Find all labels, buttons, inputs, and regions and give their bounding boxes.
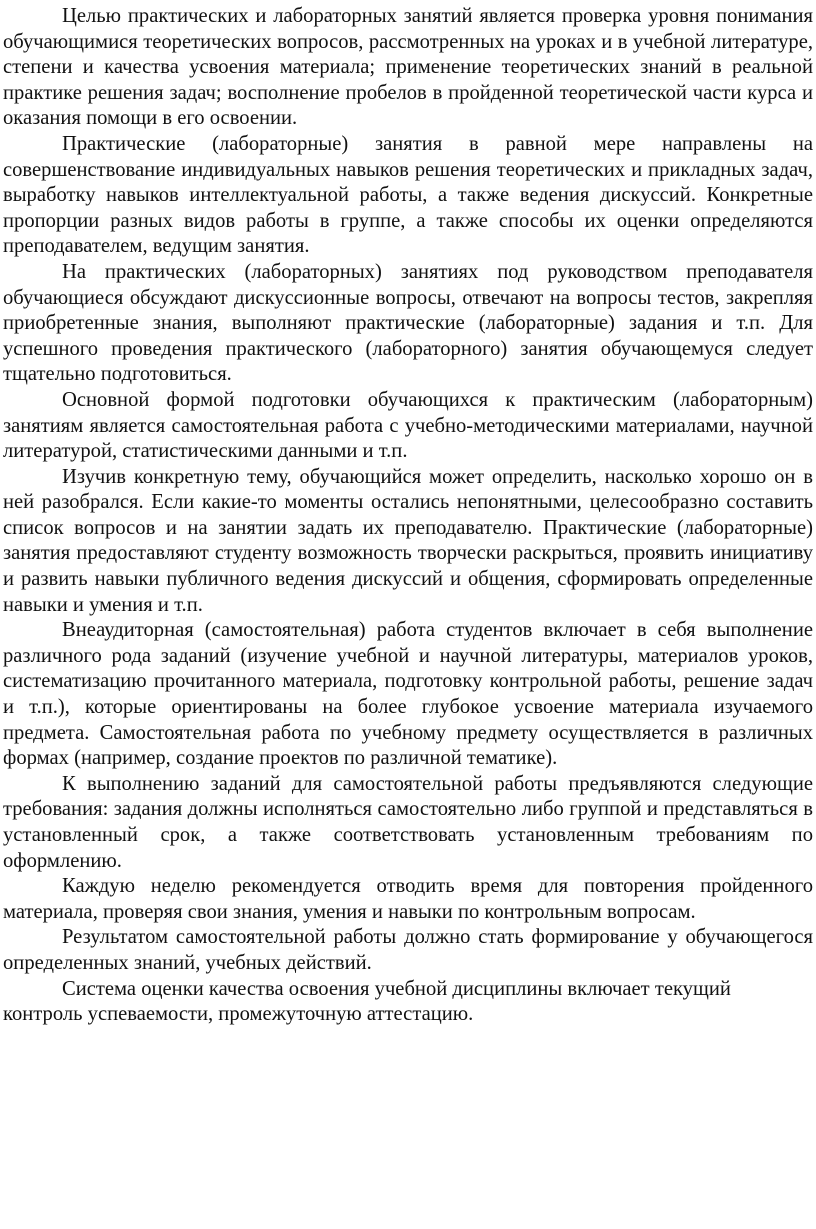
paragraph-result-of-independent-work: Результатом самостоятельной работы должно стать формирование у обучающегося определенных знаний, учебных действий. [3, 926, 813, 974]
paragraph-purpose-of-practical-classes: Целью практических и лабораторных занятий является проверка уровня понимания обучающимися теоретических вопросов, рассмотренных на уроках и в учебной литературе, степени и качества усвоения материала; применение теоретических знаний в реальной практике решения задач; восполнение пробелов в пройденной теоретической части курса и оказания помощи в его освоении. [3, 5, 813, 130]
paragraph-weekly-review: Каждую неделю рекомендуется отводить время для повторения пройденного материала, проверяя свои знания, умения и навыки по контрольным вопросам. [3, 875, 813, 923]
paragraph-extracurricular-work: Внеаудиторная (самостоятельная) работа студентов включает в себя выполнение различного рода заданий (изучение учебной и научной литературы, материалов уроков, систематизацию прочитанного материала, подготовку контрольной работы, решение задач и т.п.), которые ориентированы на более глубокое усвоение материала изучаемого предмета. Самостоятельная работа по учебному предмету осуществляется в различных формах (например, создание проектов по различной тематике). [3, 619, 813, 770]
paragraph-classes-under-teacher-guidance: На практических (лабораторных) занятиях под руководством преподавателя обучающиеся обсуждают дискуссионные вопросы, отвечают на вопросы тестов, закрепляя приобретенные знания, выполняют практические (лабораторные) задания и т.п. Для успешного проведения практического (лабораторного) занятия обучающемуся следует тщательно подготовиться. [3, 260, 813, 386]
paragraph-independent-work-requirements: К выполнению заданий для самостоятельной работы предъявляются следующие требования: задания должны исполняться самостоятельно либо группой и представляться в установленный срок, а также соответствовать установленным требованиям по оформлению. [3, 772, 813, 872]
paragraph-practical-classes-goals: Практические (лабораторные) занятия в равной мере направлены на совершенствование индивидуальных навыков решения теоретических и прикладных задач, выработку навыков интеллектуальной работы, а также ведения дискуссий. Конкретные пропорции разных видов работы в группе, а также способы их оценки определяются преподавателем, ведущим занятия. [3, 132, 813, 258]
paragraph-after-studying-topic: Изучив конкретную тему, обучающийся может определить, насколько хорошо он в ней разобрался. Если какие-то моменты остались непонятными, целесообразно составить список вопросов и на занятии задать их преподавателю. Практические (лабораторные) занятия предоставляют студенту возможность творчески раскрыться, проявить инициативу и развить навыки публичного ведения дискуссий и общения, сформировать определенные навыки и умения и т.п. [3, 465, 813, 616]
paragraph-assessment-system: Система оценки качества освоения учебной дисциплины включает текущий контроль успеваемости, промежуточную аттестацию. [3, 977, 731, 1026]
paragraph-main-form-of-preparation: Основной формой подготовки обучающихся к практическим (лабораторным) занятиям является самостоятельная работа с учебно-методическими материалами, научной литературой, статистическими данными и т.п. [3, 388, 813, 463]
